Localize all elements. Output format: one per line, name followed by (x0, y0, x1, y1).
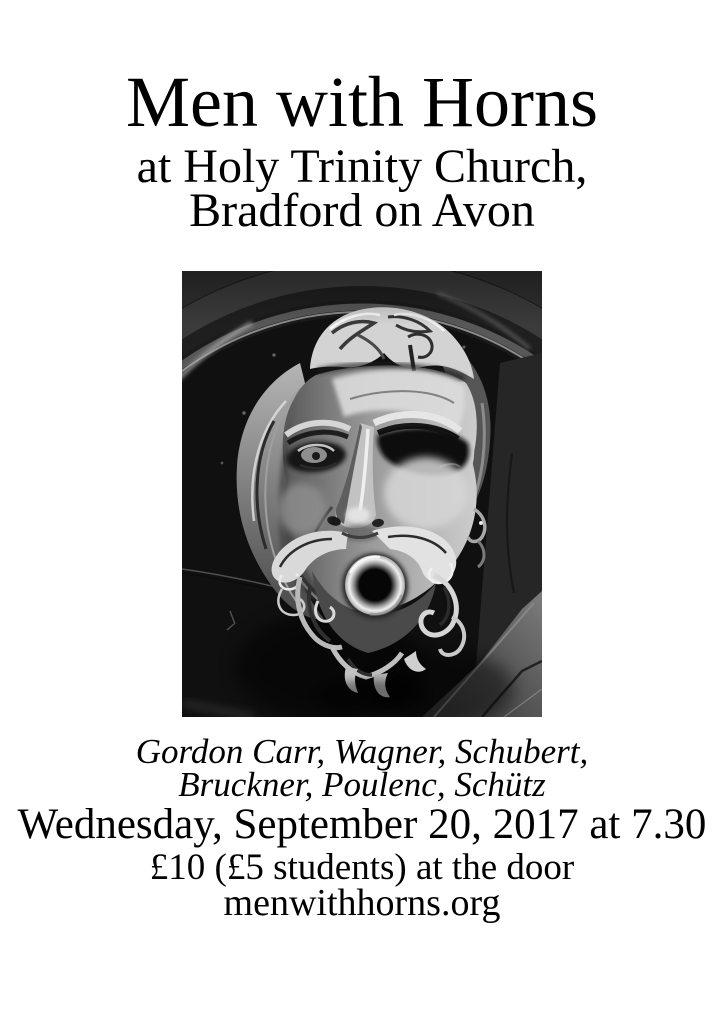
ticket-price: £10 (£5 students) at the door (149, 847, 575, 888)
venue-line-1: at Holy Trinity Church, (136, 140, 588, 193)
event-datetime: Wednesday, September 20, 2017 at 7.30 (17, 801, 707, 848)
poster-venue (0, 140, 724, 237)
website-url: menwithhorns.org (223, 882, 501, 924)
venue-line-2: Bradford on Avon (189, 184, 535, 237)
poster-title: Men with Horns (126, 62, 598, 142)
programme-line-1: Gordon Carr, Wagner, Schubert, (135, 732, 589, 771)
poster-programme (0, 732, 724, 804)
programme-line-2: Bruckner, Poulenc, Schütz (178, 765, 546, 804)
fountain-mask-photo (182, 271, 542, 717)
